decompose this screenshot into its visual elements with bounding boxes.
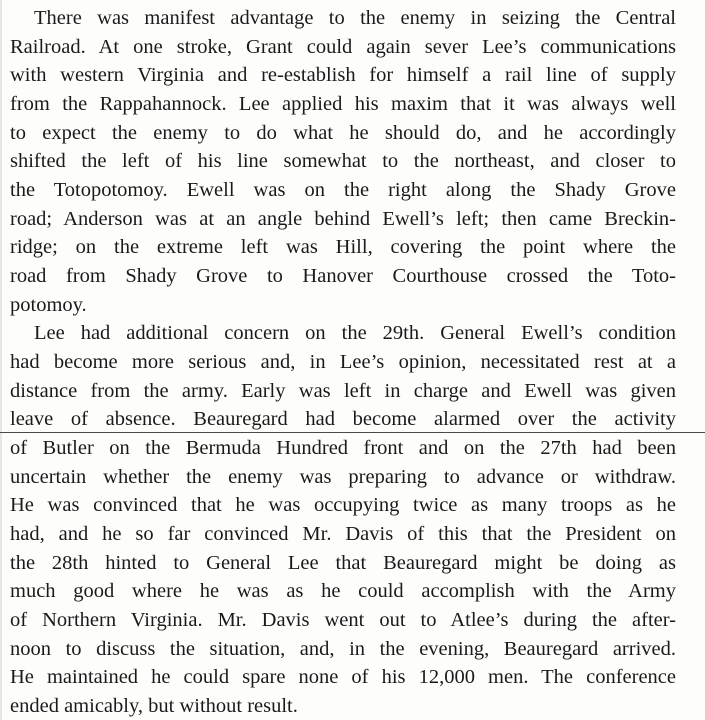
text-line: to expect the enemy to do what he should do, and he accordingly bbox=[10, 122, 676, 144]
text-line: road; Anderson was at an angle behind Ewell’s left; then came Breckin- bbox=[10, 208, 676, 230]
text-line: had become more serious and, in Lee’s opinion, necessitated rest at a bbox=[10, 351, 676, 373]
text-line: Lee had additional concern on the 29th. General Ewell’s condition bbox=[34, 322, 676, 344]
text-line: road from Shady Grove to Hanover Courthouse crossed the Toto- bbox=[10, 265, 676, 287]
text-line: had, and he so far convinced Mr. Davis of this that the President on bbox=[10, 523, 676, 545]
text-line: uncertain whether the enemy was preparing to advance or withdraw. bbox=[10, 466, 676, 488]
text-line: shifted the left of his line somewhat to the northeast, and closer to bbox=[10, 150, 676, 172]
text-line: from the Rappahannock. Lee applied his maxim that it was always well bbox=[10, 93, 676, 115]
text-line: distance from the army. Early was left in charge and Ewell was given bbox=[10, 380, 676, 402]
text-line: of Butler on the Bermuda Hundred front and on the 27th had been bbox=[10, 437, 676, 459]
text-line: He was convinced that he was occupying twice as many troops as he bbox=[10, 494, 676, 516]
text-line: noon to discuss the situation, and, in the evening, Beauregard arrived. bbox=[10, 638, 676, 660]
text-line: ended amicably, but without result. bbox=[10, 695, 298, 717]
text-line: the Totopotomoy. Ewell was on the right along the Shady Grove bbox=[10, 179, 676, 201]
text-line: the 28th hinted to General Lee that Beauregard might be doing as bbox=[10, 552, 676, 574]
text-line: Railroad. At one stroke, Grant could again sever Lee’s communications bbox=[10, 36, 676, 58]
text-line: with western Virginia and re-establish for himself a rail line of supply bbox=[10, 64, 676, 86]
text-line: ridge; on the extreme left was Hill, covering the point where the bbox=[10, 236, 676, 258]
text-line: He maintained he could spare none of his 12,000 men. The conference bbox=[10, 666, 676, 688]
text-line: There was manifest advantage to the enemy in seizing the Central bbox=[34, 7, 676, 29]
text-line: potomoy. bbox=[10, 294, 87, 316]
text-line: leave of absence. Beauregard had become alarmed over the activity bbox=[10, 408, 676, 430]
text-line: of Northern Virginia. Mr. Davis went out to Atlee’s during the after- bbox=[10, 609, 676, 631]
text-line: much good where he was as he could accomplish with the Army bbox=[10, 580, 676, 602]
